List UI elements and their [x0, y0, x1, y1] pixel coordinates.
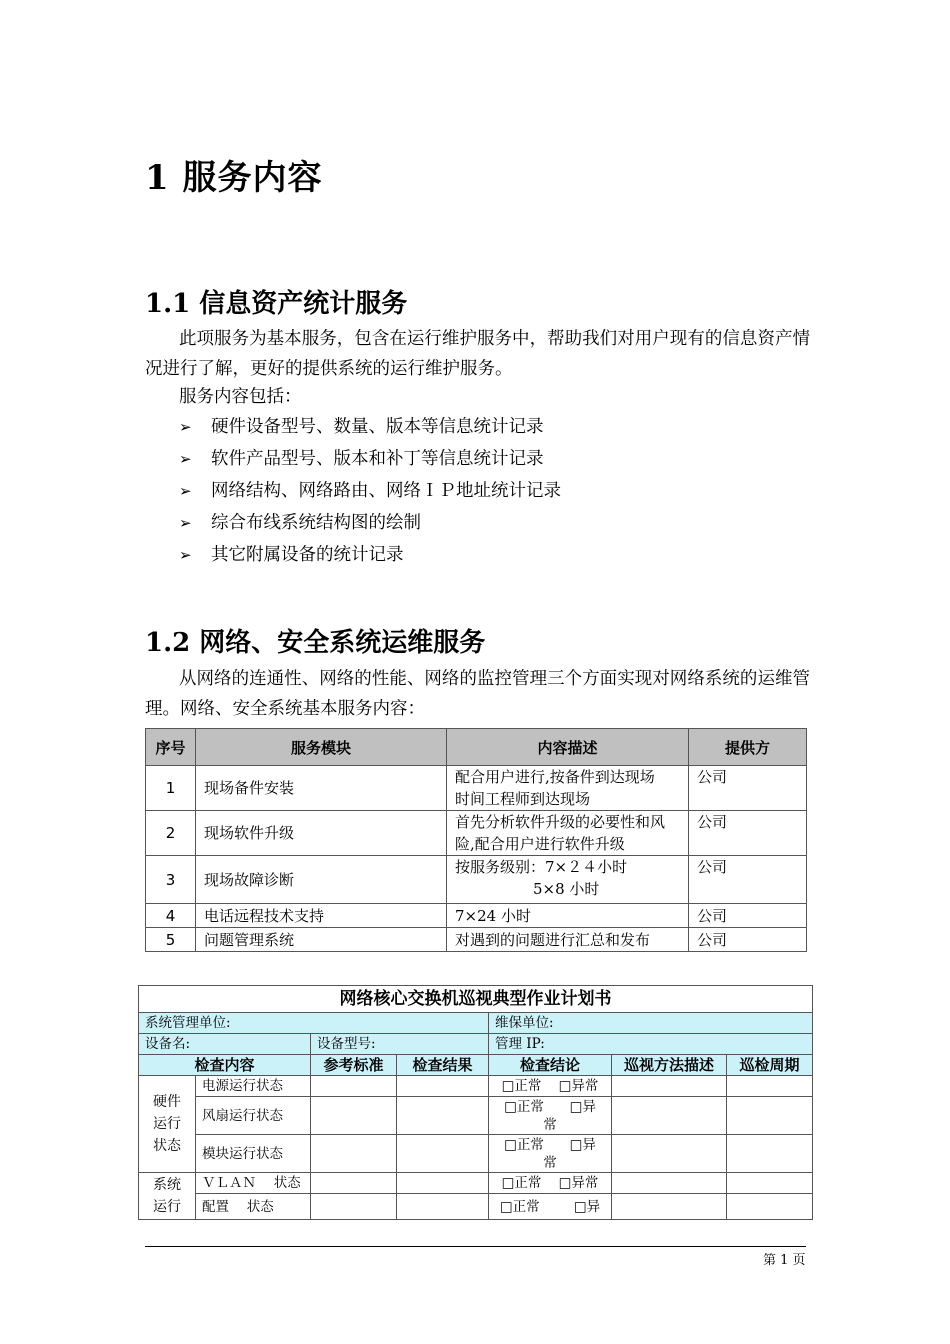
- reference-cell: [311, 1076, 397, 1097]
- list-item-text: 网络结构、网络路由、网络ＩＰ地址统计记录: [211, 481, 561, 501]
- arrow-bullet-icon: ➢: [179, 546, 192, 564]
- abnormal-checkbox[interactable]: □异常: [558, 1078, 599, 1094]
- table-row: [139, 1097, 813, 1135]
- row-no: 5: [146, 928, 196, 952]
- row-desc: 7×24 小时: [447, 904, 689, 928]
- row-provider: 公司: [689, 928, 807, 952]
- col-header-cycle: 巡检周期: [727, 1055, 813, 1076]
- result-cell: [397, 1135, 489, 1173]
- group-system-status: [139, 1173, 196, 1220]
- table-header-row: [146, 729, 807, 766]
- col-header-reference: 参考标准: [311, 1055, 397, 1076]
- group-label-line: 系统: [153, 1177, 181, 1193]
- row-provider: 公司: [689, 811, 807, 856]
- check-item: 配置 状态: [196, 1194, 311, 1220]
- reference-cell: [311, 1194, 397, 1220]
- abnormal-checkbox-wrap: 常: [543, 1116, 557, 1133]
- conclusion-cell: [489, 1076, 612, 1097]
- table-row: [139, 1076, 813, 1097]
- list-item: [179, 411, 561, 443]
- check-item: ＶＬＡＮ 状态: [196, 1173, 311, 1194]
- list-item-text: 软件产品型号、版本和补丁等信息统计记录: [211, 449, 544, 469]
- result-cell: [397, 1097, 489, 1135]
- col-header-check-content: 检查内容: [139, 1055, 311, 1076]
- row-no: 4: [146, 904, 196, 928]
- group-label-line: 运行: [153, 1199, 181, 1215]
- section1-paragraph: 此项服务为基本服务，包含在运行维护服务中，帮助我们对用户现有的信息资产情况进行了解，更好的提供系统的运行维护服务。: [145, 329, 810, 379]
- arrow-bullet-icon: ➢: [179, 482, 192, 500]
- service-module-table: [145, 728, 807, 952]
- reference-cell: [311, 1135, 397, 1173]
- table-row: [146, 928, 807, 952]
- section2-paragraph: 从网络的连通性、网络的性能、网络的监控管理三个方面实现对网络系统的运维管理。网络、安全系统基本服务内容：: [145, 669, 810, 719]
- cycle-cell: [727, 1097, 813, 1135]
- arrow-bullet-icon: ➢: [179, 418, 192, 436]
- device-model-field: 设备型号:: [311, 1034, 489, 1055]
- list-item-text: 其它附属设备的统计记录: [211, 545, 404, 565]
- list-item-text: 综合布线系统结构图的绘制: [211, 513, 421, 533]
- col-header-desc: 内容描述: [447, 729, 689, 766]
- row-module: 电话远程技术支持: [196, 904, 447, 928]
- arrow-bullet-icon: ➢: [179, 514, 192, 532]
- col-header-module: 服务模块: [196, 729, 447, 766]
- method-cell: [612, 1097, 727, 1135]
- desc-line: 按服务级别：7×２４小时: [455, 858, 628, 876]
- conclusion-cell: [489, 1097, 612, 1135]
- table-row: [146, 856, 807, 904]
- cycle-cell: [727, 1135, 813, 1173]
- arrow-bullet-icon: ➢: [179, 450, 192, 468]
- normal-checkbox[interactable]: □正常: [499, 1198, 540, 1215]
- col-header-result: 检查结果: [397, 1055, 489, 1076]
- abnormal-checkbox-wrap: 常: [543, 1154, 557, 1171]
- desc-line: 险,配合用户进行软件升级: [455, 835, 625, 853]
- table-row: [146, 904, 807, 928]
- normal-checkbox[interactable]: □正常: [504, 1098, 544, 1115]
- desc-line: 时间工程师到达现场: [455, 790, 591, 808]
- section-title-asset-stats: 1.1 信息资产统计服务: [145, 289, 408, 319]
- method-cell: [612, 1173, 727, 1194]
- table-row: [146, 766, 807, 811]
- abnormal-checkbox[interactable]: □异: [569, 1136, 596, 1153]
- desc-line: 配合用户进行,按备件到达现场: [455, 768, 655, 786]
- check-item: 风扇运行状态: [196, 1097, 311, 1135]
- system-unit-field: 系统管理单位:: [139, 1013, 489, 1034]
- check-item: 电源运行状态: [196, 1076, 311, 1097]
- normal-checkbox[interactable]: □正常: [501, 1175, 542, 1191]
- checklist-unit-row: [139, 1013, 813, 1034]
- table-row: [146, 811, 807, 856]
- row-module: 现场软件升级: [196, 811, 447, 856]
- maintenance-unit-field: 维保单位:: [489, 1013, 813, 1034]
- list-item: [179, 507, 561, 539]
- device-name-field: 设备名:: [139, 1034, 311, 1055]
- section-title-network-ops: 1.2 网络、安全系统运维服务: [145, 628, 486, 658]
- normal-checkbox[interactable]: □正常: [504, 1136, 544, 1153]
- col-header-no: 序号: [146, 729, 196, 766]
- cycle-cell: [727, 1076, 813, 1097]
- list-item-text: 硬件设备型号、数量、版本等信息统计记录: [211, 417, 544, 437]
- row-provider: 公司: [689, 856, 807, 904]
- row-no: 3: [146, 856, 196, 904]
- section1-lead: 服务内容包括：: [179, 387, 302, 407]
- row-provider: 公司: [689, 766, 807, 811]
- conclusion-cell: [489, 1173, 612, 1194]
- result-cell: [397, 1076, 489, 1097]
- inspection-plan-table: [138, 985, 813, 1220]
- method-cell: [612, 1135, 727, 1173]
- abnormal-checkbox[interactable]: □异: [569, 1098, 596, 1115]
- reference-cell: [311, 1097, 397, 1135]
- table-row: [139, 1135, 813, 1173]
- row-desc: [447, 811, 689, 856]
- group-hardware-status: [139, 1076, 196, 1173]
- row-module: 问题管理系统: [196, 928, 447, 952]
- row-module: 现场故障诊断: [196, 856, 447, 904]
- row-no: 2: [146, 811, 196, 856]
- row-no: 1: [146, 766, 196, 811]
- row-desc: [447, 766, 689, 811]
- desc-line: 5×8 小时: [533, 880, 600, 898]
- col-header-provider: 提供方: [689, 729, 807, 766]
- abnormal-checkbox[interactable]: □异: [573, 1198, 601, 1215]
- abnormal-checkbox[interactable]: □异常: [558, 1175, 599, 1191]
- row-desc: 对遇到的问题进行汇总和发布: [447, 928, 689, 952]
- col-header-method: 巡视方法描述: [612, 1055, 727, 1076]
- checklist-header-row: [139, 1055, 813, 1076]
- cycle-cell: [727, 1173, 813, 1194]
- service-item-list: [179, 411, 561, 571]
- list-item: [179, 539, 561, 571]
- check-item: 模块运行状态: [196, 1135, 311, 1173]
- normal-checkbox[interactable]: □正常: [501, 1078, 542, 1094]
- conclusion-cell: [489, 1194, 612, 1220]
- reference-cell: [311, 1173, 397, 1194]
- group-label-line: 运行: [153, 1116, 181, 1132]
- checklist-title: 网络核心交换机巡视典型作业计划书: [139, 986, 813, 1013]
- list-item: [179, 443, 561, 475]
- list-item: [179, 475, 561, 507]
- footer-divider: [145, 1246, 806, 1247]
- cycle-cell: [727, 1194, 813, 1220]
- conclusion-cell: [489, 1135, 612, 1173]
- method-cell: [612, 1076, 727, 1097]
- col-header-conclusion: 检查结论: [489, 1055, 612, 1076]
- table-row: [139, 1194, 813, 1220]
- checklist-device-row: [139, 1034, 813, 1055]
- row-desc: [447, 856, 689, 904]
- checklist-title-row: [139, 986, 813, 1013]
- management-ip-field: 管理 IP:: [489, 1034, 813, 1055]
- row-provider: 公司: [689, 904, 807, 928]
- page-number: 第 1 页: [763, 1253, 806, 1268]
- method-cell: [612, 1194, 727, 1220]
- group-label-line: 状态: [153, 1138, 181, 1154]
- result-cell: [397, 1194, 489, 1220]
- row-module: 现场备件安装: [196, 766, 447, 811]
- table-row: [139, 1173, 813, 1194]
- result-cell: [397, 1173, 489, 1194]
- page-heading: 1 服务内容: [145, 158, 323, 198]
- group-label-line: 硬件: [153, 1094, 181, 1110]
- desc-line: 首先分析软件升级的必要性和风: [455, 813, 666, 831]
